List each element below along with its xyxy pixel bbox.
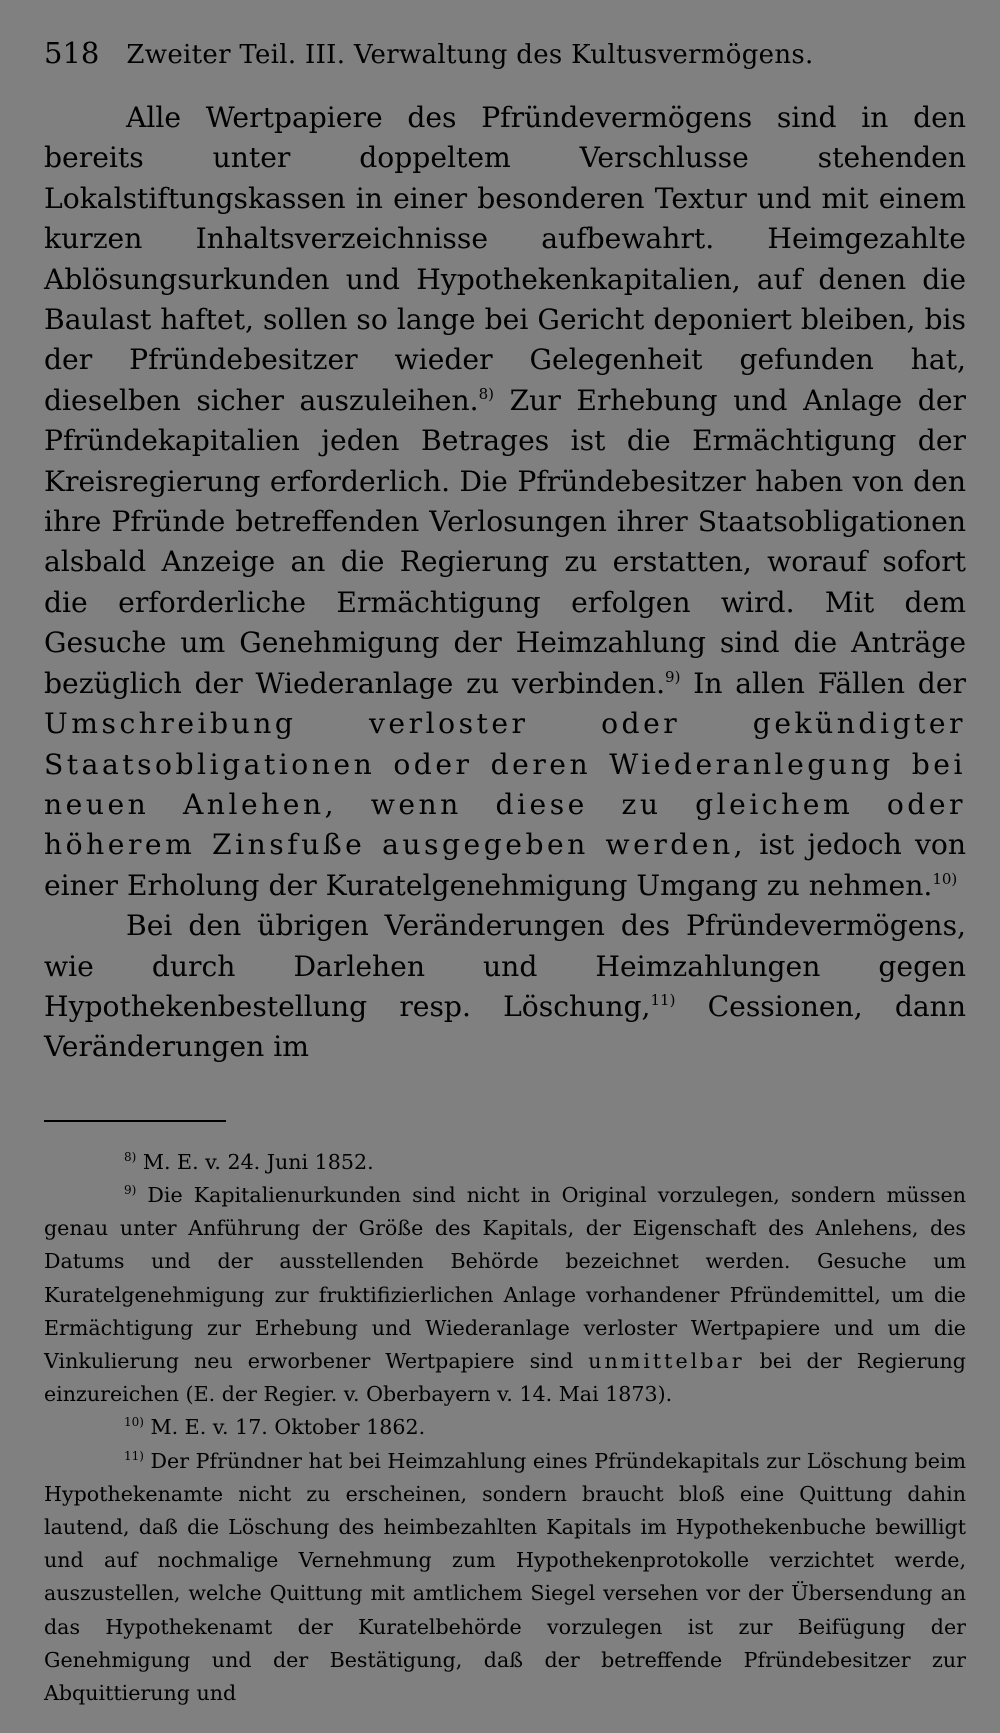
footnote-10 — [44, 1411, 966, 1444]
footnote-text: M. E. v. 24. Juni 1852. — [136, 1149, 374, 1174]
footnote-mark: 10) — [124, 1415, 144, 1430]
footnote-11 — [44, 1445, 966, 1711]
text-run: Alle Wertpapiere des Pfründevermögens sind in den bereits unter doppeltem Verschlusse stehenden Lokalstiftungskassen in einer besonderen Textur und mit einem kurzen Inhaltsverzeichnisse aufbewahrt. Heimgezahlte Ablösungsurkunden und Hypothekenkapitalien, auf denen die Baulast haftet, sollen so lange bei Gericht deponiert bleiben, bis der Pfründebesitzer wieder Gelegenheit gefunden hat, dieselben sicher auszuleihen. — [44, 101, 966, 417]
footnote-separator — [44, 1120, 226, 1122]
footnote-8 — [44, 1146, 966, 1179]
footnotes — [44, 1146, 966, 1710]
footnote-text: M. E. v. 17. Oktober 1862. — [143, 1415, 426, 1440]
footnote-mark: 8) — [124, 1149, 137, 1164]
footnote-text: Der Pfründner hat bei Heimzahlung eines Pfründekapitals zur Löschung beim Hypothekenamte nicht zu erscheinen, sondern braucht bloß eine Quittung dahin lautend, daß die Löschung des heimbezahlten Kapitals im Hypothekenbuche bewilligt und auf nochmalige Vernehmung zum Hypothekenprotokolle verzichtet werde, auszustellen, welche Quittung mit amtlichem Siegel versehen vor der Übersendung an das Hypothekenamt der Kuratelbehörde vorzulegen ist zur Beifügung der Genehmigung und der Bestätigung, daß der betreffende Pfründebesitzer zur Abquittierung und — [44, 1448, 966, 1705]
running-head — [44, 36, 966, 82]
text-run: In allen Fällen der — [680, 666, 966, 700]
text-run: ist jedoch von einer Erholung der Kuratelgenehmigung Umgang zu nehmen. — [44, 828, 966, 902]
footnote-reference: 9) — [665, 667, 681, 686]
footnote-mark: 11) — [124, 1448, 144, 1463]
paragraph — [44, 98, 966, 906]
footnote-reference: 11) — [650, 990, 676, 1009]
text-run: Zur Erhebung und Anlage der Pfründekapitalien jeden Betrages ist die Ermächtigung der Kreisregierung erforderlich. Die Pfründebesitzer haben von den ihre Pfründe betreffenden Verlosungen ihrer Staatsobligationen alsbald Anzeige an die Regierung zu erstatten, worauf sofort die erforderliche Ermächtigung erfolgen wird. Mit dem Gesuche um Genehmigung der Heimzahlung sind die Anträge bezüglich der Wiederanlage zu verbinden. — [44, 383, 966, 700]
footnote-mark: 9) — [124, 1182, 137, 1197]
page-number: 518 — [44, 36, 100, 70]
footnote-text: bei der Regierung einzureichen (E. der Regier. v. Oberbayern v. 14. Mai 1873). — [44, 1348, 966, 1407]
footnote-9 — [44, 1179, 966, 1411]
letterspaced-emphasis: Umschreibung verloster oder gekündigter Staatsobligationen oder deren Wiederanlegung bei neuen Anlehen, wenn diese zu gleichem oder höherem Zinsfuße ausgegeben werden, — [44, 707, 966, 862]
paragraph — [44, 906, 966, 1068]
main-text — [44, 98, 966, 1068]
footnote-text: Die Kapitalienurkunden sind nicht in Original vorzulegen, sondern müssen genau unter Anführung der Größe des Kapitals, der Eigenschaft des Anlehens, des Datums und der ausstellenden Behörde bezeichnet werden. Gesuche um Kuratelgenehmigung zur fruktifizierlichen Anlage vorhandener Pfründemittel, um die Ermächtigung zur Erhebung und Wiederanlage verloster Wertpapiere und um die Vinkulierung neu erworbener Wertpapiere sind — [44, 1182, 966, 1373]
text-run: Bei den übrigen Veränderungen des Pfründevermögens, wie durch Darlehen und Heimzahlungen gegen Hypothekenbestellung resp. Löschung, — [44, 909, 966, 1023]
text-run: Cessionen, dann Veränderungen im — [44, 989, 966, 1064]
footnote-reference: 10) — [932, 869, 958, 888]
footnote-reference: 8) — [478, 384, 495, 403]
letterspaced-emphasis: unmittelbar — [588, 1348, 745, 1373]
running-head-title: Zweiter Teil. III. Verwaltung des Kultusvermögens. — [126, 40, 814, 70]
